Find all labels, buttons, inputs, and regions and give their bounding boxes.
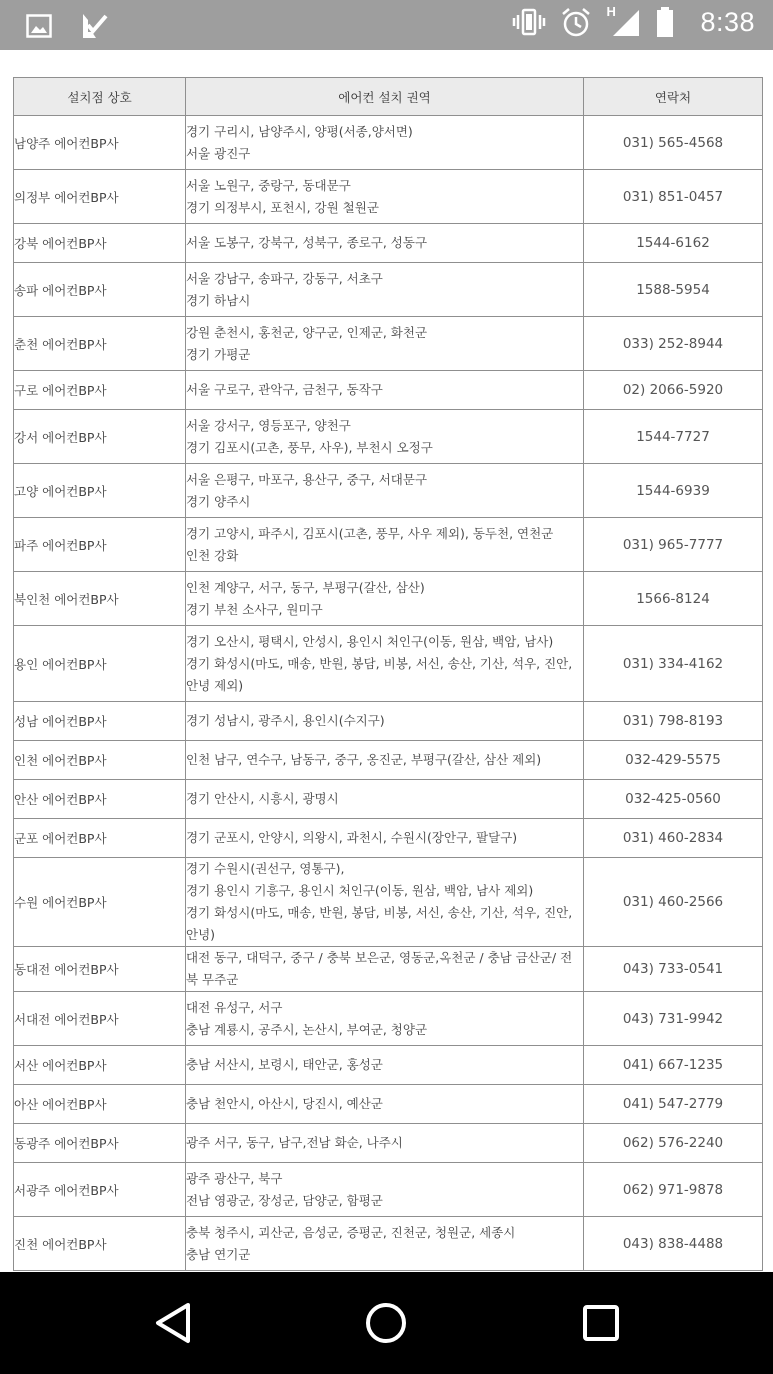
company-name: 인천 에어컨BP사 <box>14 741 186 780</box>
company-name: 용인 에어컨BP사 <box>14 626 186 702</box>
table-row <box>14 702 763 741</box>
alarm-icon <box>560 6 592 38</box>
install-area <box>186 263 584 317</box>
table-row <box>14 741 763 780</box>
phone-number[interactable]: 041) 547-2779 <box>584 1085 763 1124</box>
area-line: 서울 강남구, 송파구, 강동구, 서초구 <box>186 270 383 286</box>
phone-number[interactable]: 031) 965-7777 <box>584 518 763 572</box>
install-area <box>186 780 584 819</box>
company-name: 구로 에어컨BP사 <box>14 371 186 410</box>
table-row <box>14 780 763 819</box>
area-line: 서울 도봉구, 강북구, 성북구, 종로구, 성동구 <box>186 235 428 250</box>
phone-number[interactable]: 032-425-0560 <box>584 780 763 819</box>
phone-number[interactable]: 031) 565-4568 <box>584 116 763 170</box>
phone-number[interactable]: 043) 731-9942 <box>584 992 763 1046</box>
area-line: 경기 화성시(마도, 매송, 반원, 봉담, 비봉, 서신, 송산, 기산, 석우, 진안, 안녕 제외) <box>186 655 573 693</box>
company-name: 서산 에어컨BP사 <box>14 1046 186 1085</box>
company-name: 수원 에어컨BP사 <box>14 858 186 947</box>
install-area <box>186 371 584 410</box>
table-row <box>14 947 763 992</box>
area-line: 경기 오산시, 평택시, 안성시, 용인시 처인구(이동, 원삼, 백암, 남사) <box>186 633 554 649</box>
area-line: 전남 영광군, 장성군, 담양군, 함평군 <box>186 1192 383 1208</box>
install-area <box>186 858 584 947</box>
table-row <box>14 317 763 371</box>
table-row <box>14 116 763 170</box>
company-name: 안산 에어컨BP사 <box>14 780 186 819</box>
clock: 8:38 <box>700 6 755 37</box>
install-area <box>186 170 584 224</box>
area-line: 경기 양주시 <box>186 493 251 509</box>
table-row <box>14 626 763 702</box>
phone-number[interactable]: 031) 460-2834 <box>584 819 763 858</box>
area-line: 충남 서산시, 보령시, 태안군, 홍성군 <box>186 1057 383 1072</box>
phone-number[interactable]: 043) 733-0541 <box>584 947 763 992</box>
install-area <box>186 1085 584 1124</box>
area-line: 경기 고양시, 파주시, 김포시(고촌, 풍무, 사우 제외), 동두천, 연천군 <box>186 525 554 541</box>
table-row <box>14 371 763 410</box>
company-name: 강북 에어컨BP사 <box>14 224 186 263</box>
table-row <box>14 410 763 464</box>
install-area <box>186 116 584 170</box>
phone-number[interactable]: 041) 667-1235 <box>584 1046 763 1085</box>
table-row <box>14 1085 763 1124</box>
table-row <box>14 1217 763 1271</box>
phone-number[interactable]: 1544-7727 <box>584 410 763 464</box>
install-area <box>186 947 584 992</box>
install-area <box>186 410 584 464</box>
company-name: 진천 에어컨BP사 <box>14 1217 186 1271</box>
header-contact: 연락처 <box>584 78 763 116</box>
install-area <box>186 572 584 626</box>
company-name: 서광주 에어컨BP사 <box>14 1163 186 1217</box>
area-line: 인천 계양구, 서구, 동구, 부평구(갈산, 삼산) <box>186 579 425 595</box>
service-center-table <box>13 77 763 1271</box>
area-line: 광주 광산구, 북구 <box>186 1170 283 1186</box>
company-name: 동대전 에어컨BP사 <box>14 947 186 992</box>
phone-number[interactable]: 02) 2066-5920 <box>584 371 763 410</box>
phone-number[interactable]: 031) 334-4162 <box>584 626 763 702</box>
company-name: 동광주 에어컨BP사 <box>14 1124 186 1163</box>
area-line: 경기 군포시, 안양시, 의왕시, 과천시, 수원시(장안구, 팔달구) <box>186 830 518 845</box>
phone-number[interactable]: 1588-5954 <box>584 263 763 317</box>
phone-number[interactable]: 043) 838-4488 <box>584 1217 763 1271</box>
area-line: 충남 연기군 <box>186 1246 251 1262</box>
phone-number[interactable]: 031) 851-0457 <box>584 170 763 224</box>
area-line: 인천 강화 <box>186 547 239 563</box>
table-row <box>14 518 763 572</box>
area-line: 광주 서구, 동구, 남구,전남 화순, 나주시 <box>186 1135 403 1150</box>
area-line: 충북 청주시, 괴산군, 음성군, 증평군, 진천군, 청원군, 세종시 <box>186 1224 516 1240</box>
phone-number[interactable]: 031) 798-8193 <box>584 702 763 741</box>
install-area <box>186 626 584 702</box>
phone-number[interactable]: 062) 971-9878 <box>584 1163 763 1217</box>
area-line: 경기 부천 소사구, 원미구 <box>186 601 323 617</box>
notification-icons <box>26 12 108 40</box>
area-line: 서울 광진구 <box>186 145 251 161</box>
area-line: 강원 춘천시, 홍천군, 양구군, 인제군, 화천군 <box>186 324 428 340</box>
install-area <box>186 317 584 371</box>
vibrate-icon <box>512 7 546 37</box>
table-row <box>14 170 763 224</box>
company-name: 강서 에어컨BP사 <box>14 410 186 464</box>
area-line: 경기 성남시, 광주시, 용인시(수지구) <box>186 713 385 728</box>
home-icon[interactable] <box>363 1300 409 1346</box>
table-row <box>14 1163 763 1217</box>
area-line: 대전 동구, 대덕구, 중구 / 충북 보은군, 영동군,옥천군 / 충남 금산군/ 전북 무주군 <box>186 950 573 987</box>
table-row <box>14 858 763 947</box>
phone-number[interactable]: 1566-8124 <box>584 572 763 626</box>
company-name: 파주 에어컨BP사 <box>14 518 186 572</box>
network-type-label: H <box>606 4 616 19</box>
signal-h-icon <box>606 6 642 38</box>
phone-number[interactable]: 031) 460-2566 <box>584 858 763 947</box>
company-name: 군포 에어컨BP사 <box>14 819 186 858</box>
area-line: 서울 강서구, 영등포구, 양천구 <box>186 417 351 433</box>
system-icons <box>512 6 755 38</box>
install-area <box>186 464 584 518</box>
header-company: 설치점 상호 <box>14 78 186 116</box>
area-line: 인천 남구, 연수구, 남동구, 중구, 옹진군, 부평구(갈산, 삼산 제외) <box>186 752 542 767</box>
area-line: 서울 구로구, 관악구, 금천구, 동작구 <box>186 382 383 397</box>
table-row <box>14 1046 763 1085</box>
phone-number[interactable]: 1544-6162 <box>584 224 763 263</box>
area-line: 경기 김포시(고촌, 풍무, 사우), 부천시 오정구 <box>186 439 433 455</box>
area-line: 서울 은평구, 마포구, 용산구, 중구, 서대문구 <box>186 471 428 487</box>
table-row <box>14 1124 763 1163</box>
install-area <box>186 992 584 1046</box>
phone-number[interactable]: 062) 576-2240 <box>584 1124 763 1163</box>
phone-number[interactable]: 1544-6939 <box>584 464 763 518</box>
company-name: 남양주 에어컨BP사 <box>14 116 186 170</box>
navigation-bar <box>0 1272 773 1374</box>
area-line: 경기 용인시 기흥구, 용인시 처인구(이동, 원삼, 백암, 남사 제외) <box>186 883 534 898</box>
recents-icon[interactable] <box>578 1300 624 1346</box>
area-line: 대전 유성구, 서구 <box>186 999 283 1015</box>
company-name: 서대전 에어컨BP사 <box>14 992 186 1046</box>
install-area <box>186 741 584 780</box>
install-area <box>186 224 584 263</box>
status-bar <box>0 0 773 50</box>
install-area <box>186 702 584 741</box>
area-line: 충남 계룡시, 공주시, 논산시, 부여군, 청양군 <box>186 1021 428 1037</box>
company-name: 의정부 에어컨BP사 <box>14 170 186 224</box>
table-row <box>14 572 763 626</box>
area-line: 경기 화성시(마도, 매송, 반원, 봉담, 비봉, 서신, 송산, 기산, 석우, 진안, 안녕) <box>186 905 573 942</box>
install-area <box>186 1124 584 1163</box>
table-row <box>14 263 763 317</box>
area-line: 경기 안산시, 시흥시, 광명시 <box>186 791 339 806</box>
image-notification-icon <box>26 14 52 38</box>
table-row <box>14 819 763 858</box>
area-line: 충남 천안시, 아산시, 당진시, 예산군 <box>186 1096 383 1111</box>
battery-icon <box>656 6 674 38</box>
company-name: 성남 에어컨BP사 <box>14 702 186 741</box>
area-line: 경기 수원시(권선구, 영통구), <box>186 861 345 876</box>
area-line: 경기 하남시 <box>186 292 251 308</box>
area-line: 경기 가평군 <box>186 346 251 362</box>
header-area: 에어컨 설치 권역 <box>186 78 584 116</box>
checkmark-notification-icon <box>80 12 108 40</box>
install-area <box>186 1217 584 1271</box>
install-area <box>186 1046 584 1085</box>
phone-number[interactable]: 032-429-5575 <box>584 741 763 780</box>
area-line: 경기 구리시, 남양주시, 양평(서종,양서면) <box>186 123 413 139</box>
install-area <box>186 518 584 572</box>
company-name: 송파 에어컨BP사 <box>14 263 186 317</box>
table-row <box>14 224 763 263</box>
table-header-row <box>14 78 763 116</box>
company-name: 고양 에어컨BP사 <box>14 464 186 518</box>
table-row <box>14 992 763 1046</box>
company-name: 춘천 에어컨BP사 <box>14 317 186 371</box>
install-area <box>186 1163 584 1217</box>
table-row <box>14 464 763 518</box>
phone-number[interactable]: 033) 252-8944 <box>584 317 763 371</box>
web-content[interactable] <box>0 50 773 1272</box>
area-line: 경기 의정부시, 포천시, 강원 철원군 <box>186 199 379 215</box>
company-name: 아산 에어컨BP사 <box>14 1085 186 1124</box>
back-icon[interactable] <box>150 1300 196 1346</box>
install-area <box>186 819 584 858</box>
company-name: 북인천 에어컨BP사 <box>14 572 186 626</box>
area-line: 서울 노원구, 중랑구, 동대문구 <box>186 177 351 193</box>
